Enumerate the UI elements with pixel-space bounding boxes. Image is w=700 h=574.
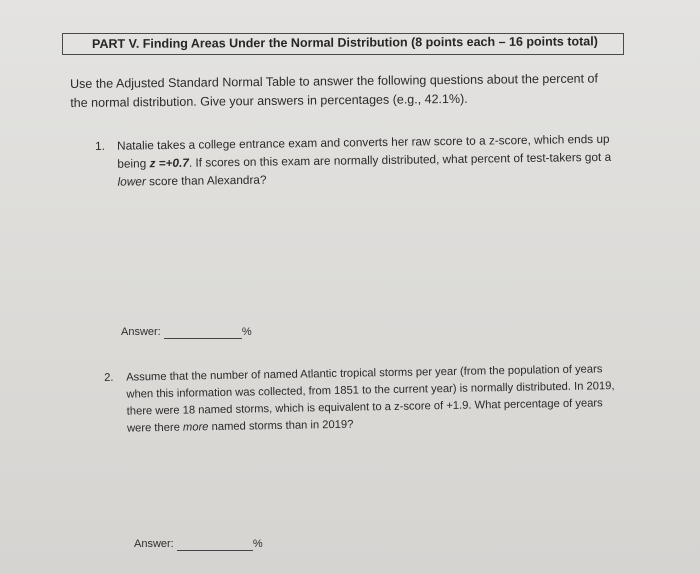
question-1 [95,130,616,191]
question-text [126,361,625,438]
answer-unit: % [241,326,252,338]
emphasis-word: more [182,421,209,434]
question-text-part: Natalie takes a college entrance exam and converts her raw score to a z-score, which ends up being [117,131,610,171]
question-text-part: . If scores on this exam are normally distributed, what percent of test-takers got a [188,149,612,170]
question-text [117,130,616,191]
answer-row-2 [134,538,263,551]
question-number: 2. [104,371,114,384]
answer-row-1 [121,326,252,339]
answer-blank[interactable] [177,538,253,551]
answer-label: Answer: [121,326,161,338]
question-2 [104,361,625,438]
question-text-part: Assume that the number of named Atlantic tropical storms per year (from the population of years when this information was collected, from 1851 to the current year) is normally distributed. In 2019, there were 18 named storms, which is equivalent to a z-score of +1.9. What percentage of years were there [126,363,615,435]
question-text-part: named storms than in 2019? [208,418,354,434]
answer-unit: % [252,538,263,550]
instructions: Use the Adjusted Standard Normal Table to answer the following questions about the percent of the normal distribution. Give your answers in percentages (e.g., 42.1%). [70,71,599,110]
question-number: 1. [95,138,106,153]
section-title: PART V. Finding Areas Under the Normal Distribution (8 points each – 16 points total) [92,34,598,51]
answer-blank[interactable] [164,326,242,339]
question-text-part: score than Alexandra? [145,172,267,189]
emphasis-word: lower [117,174,146,189]
answer-label: Answer: [134,538,174,550]
z-value: z =+0.7 [149,155,189,171]
